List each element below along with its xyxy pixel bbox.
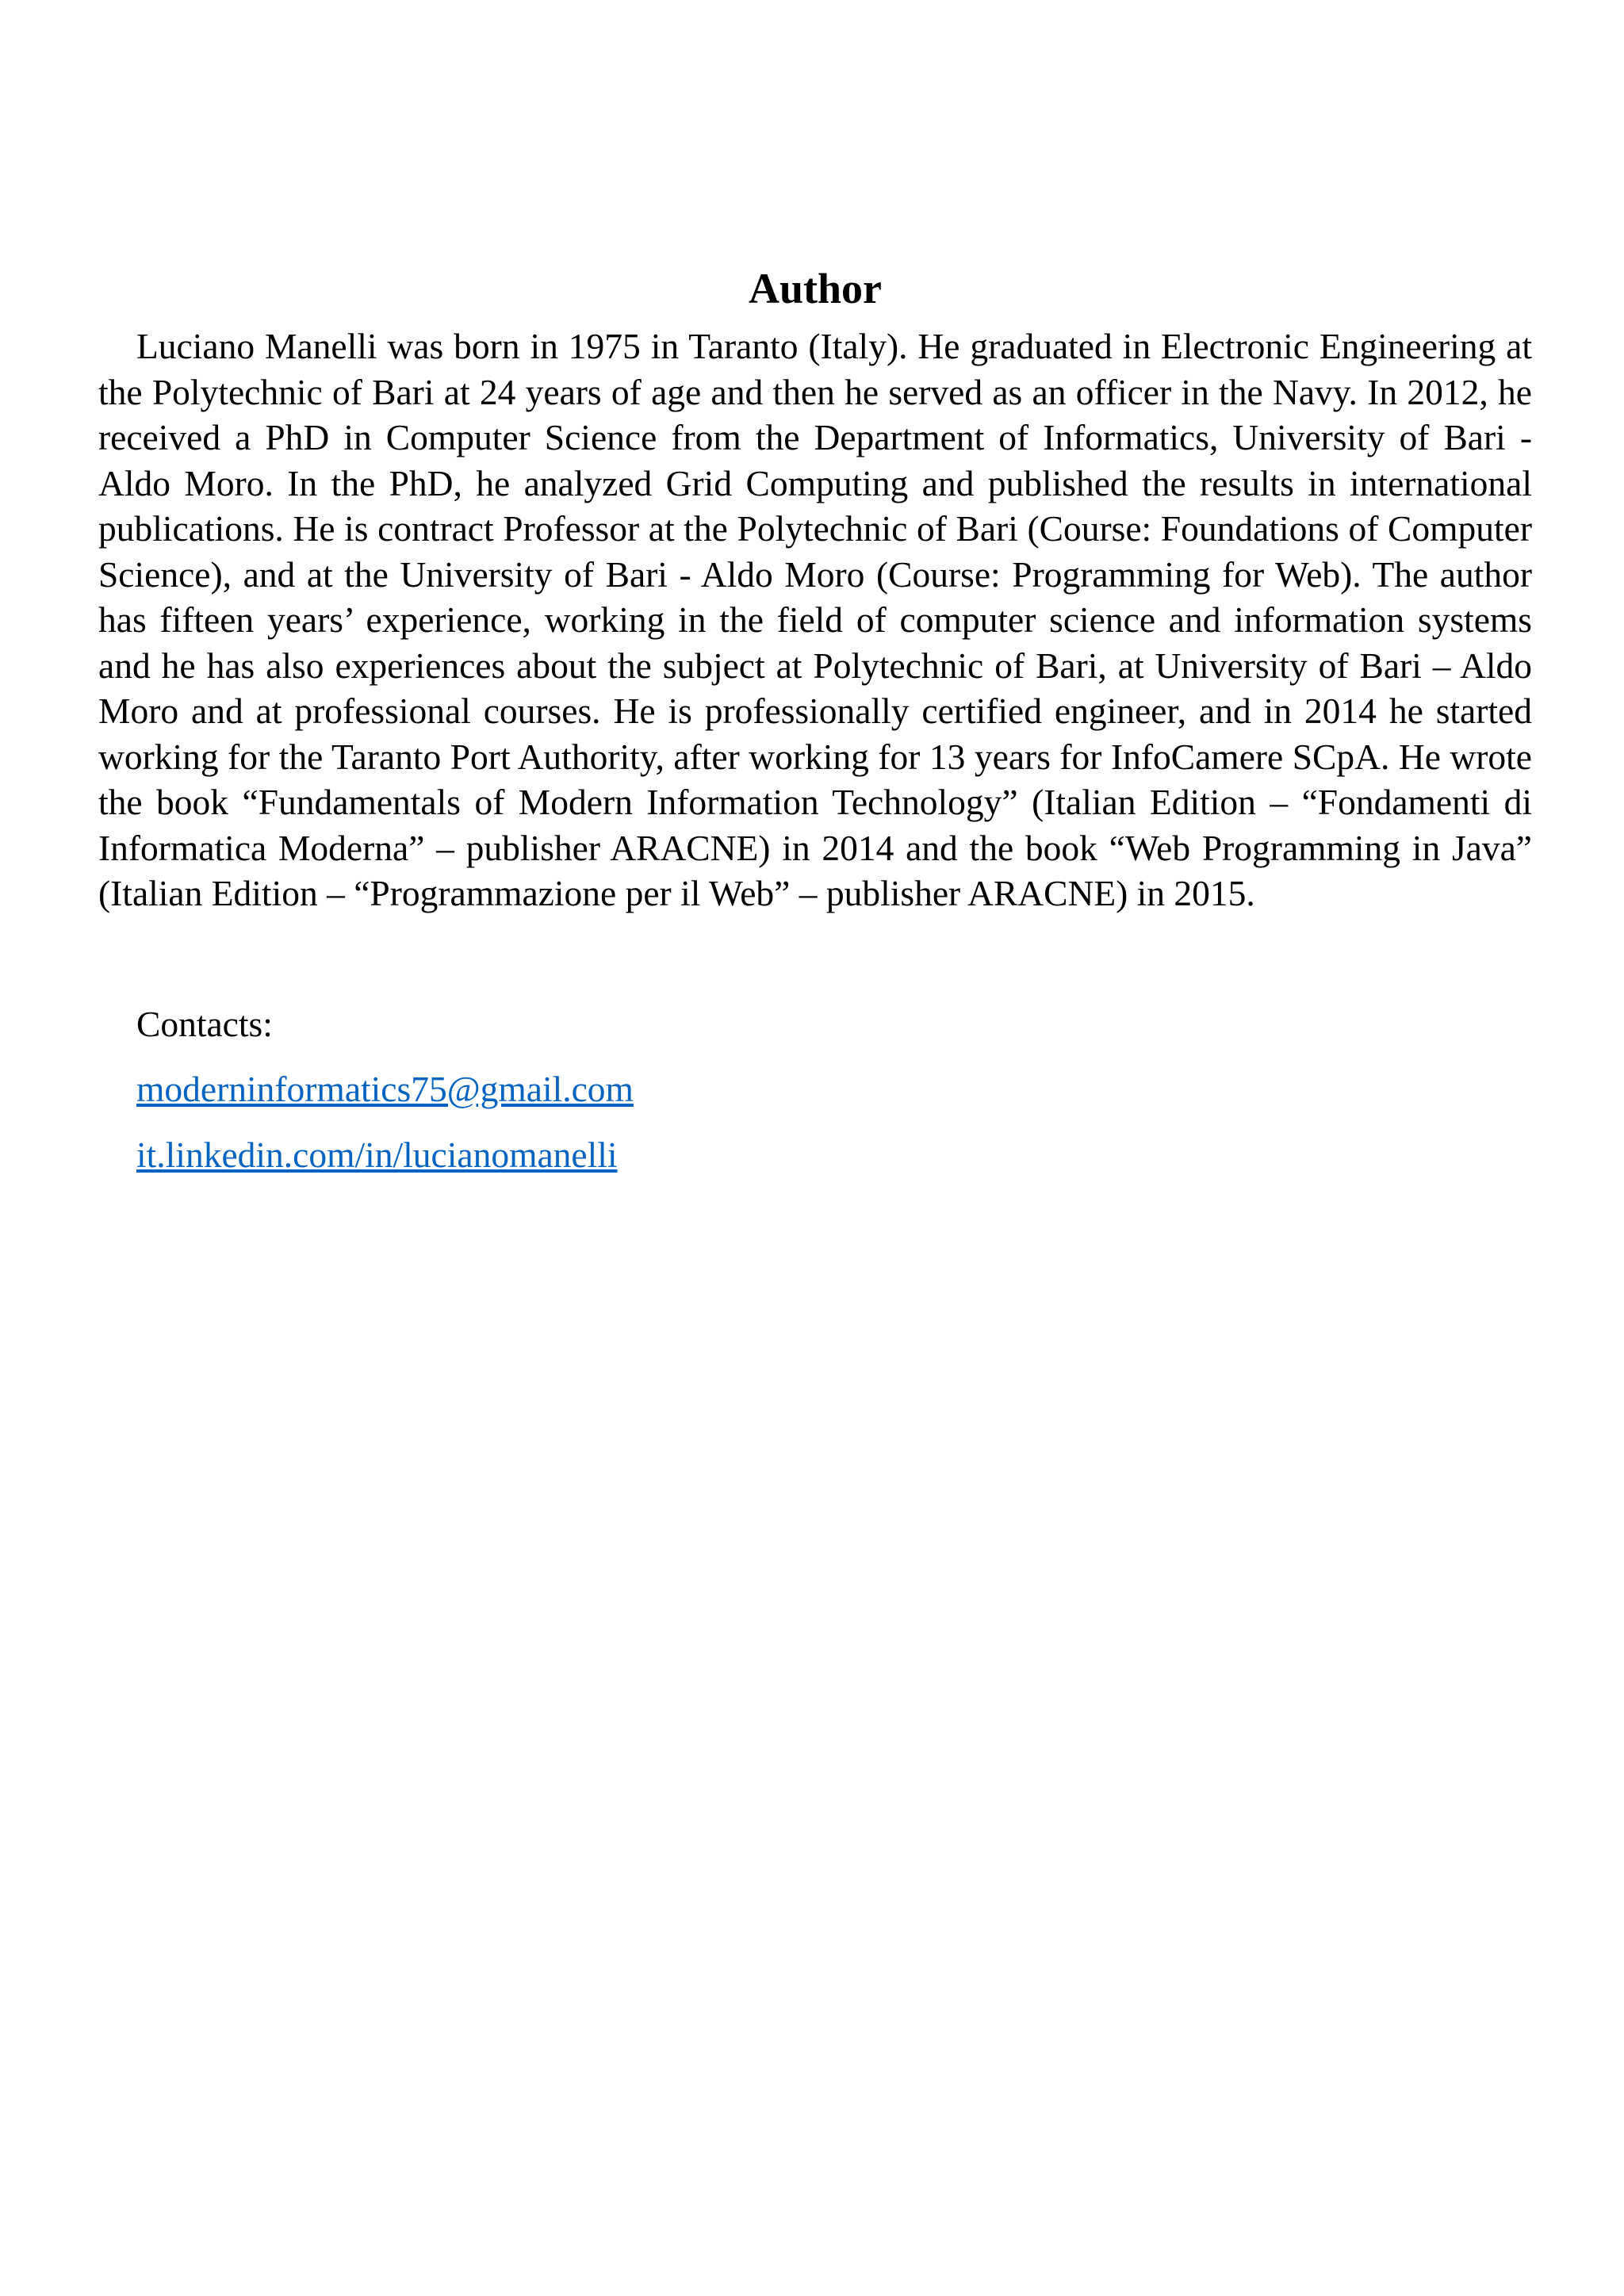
contacts-label: Contacts:	[136, 1003, 273, 1044]
contacts-section	[98, 1001, 1532, 1179]
author-page	[98, 258, 1532, 1197]
email-link[interactable]: moderninformatics75@gmail.com	[136, 1068, 634, 1109]
author-bio-paragraph: Luciano Manelli was born in 1975 in Taranto (Italy). He graduated in Electronic Engineering at the Polytechnic of Bari at 24 years of age and then he served as an officer in the Navy. In 2012, he received a PhD in Computer Science from the Department of Informatics, University of Bari - Aldo Moro. In the PhD, he analyzed Grid Computing and published the results in international publications. He is contract Professor at the Polytechnic of Bari (Course: Foundations of Computer Science), and at the University of Bari - Aldo Moro (Course: Programming for Web). The author has fifteen years’ experience, working in the field of computer science and information systems and he has also experiences about the subject at Polytechnic of Bari, at University of Bari – Aldo Moro and at professional courses. He is professionally certified engineer, and in 2014 he started working for the Taranto Port Authority, after working for 13 years for InfoCamere SCpA. He wrote the book “Fundamentals of Modern Information Technology” (Italian Edition – “Fondamenti di Informatica Moderna” – publisher ARACNE) in 2014 and the book “Web Programming in Java” (Italian Edition – “Programmazione per il Web” – publisher ARACNE) in 2015.	[98, 326, 1532, 913]
page-title: Author	[748, 265, 882, 312]
linkedin-link[interactable]: it.linkedin.com/in/lucianomanelli	[136, 1134, 618, 1175]
